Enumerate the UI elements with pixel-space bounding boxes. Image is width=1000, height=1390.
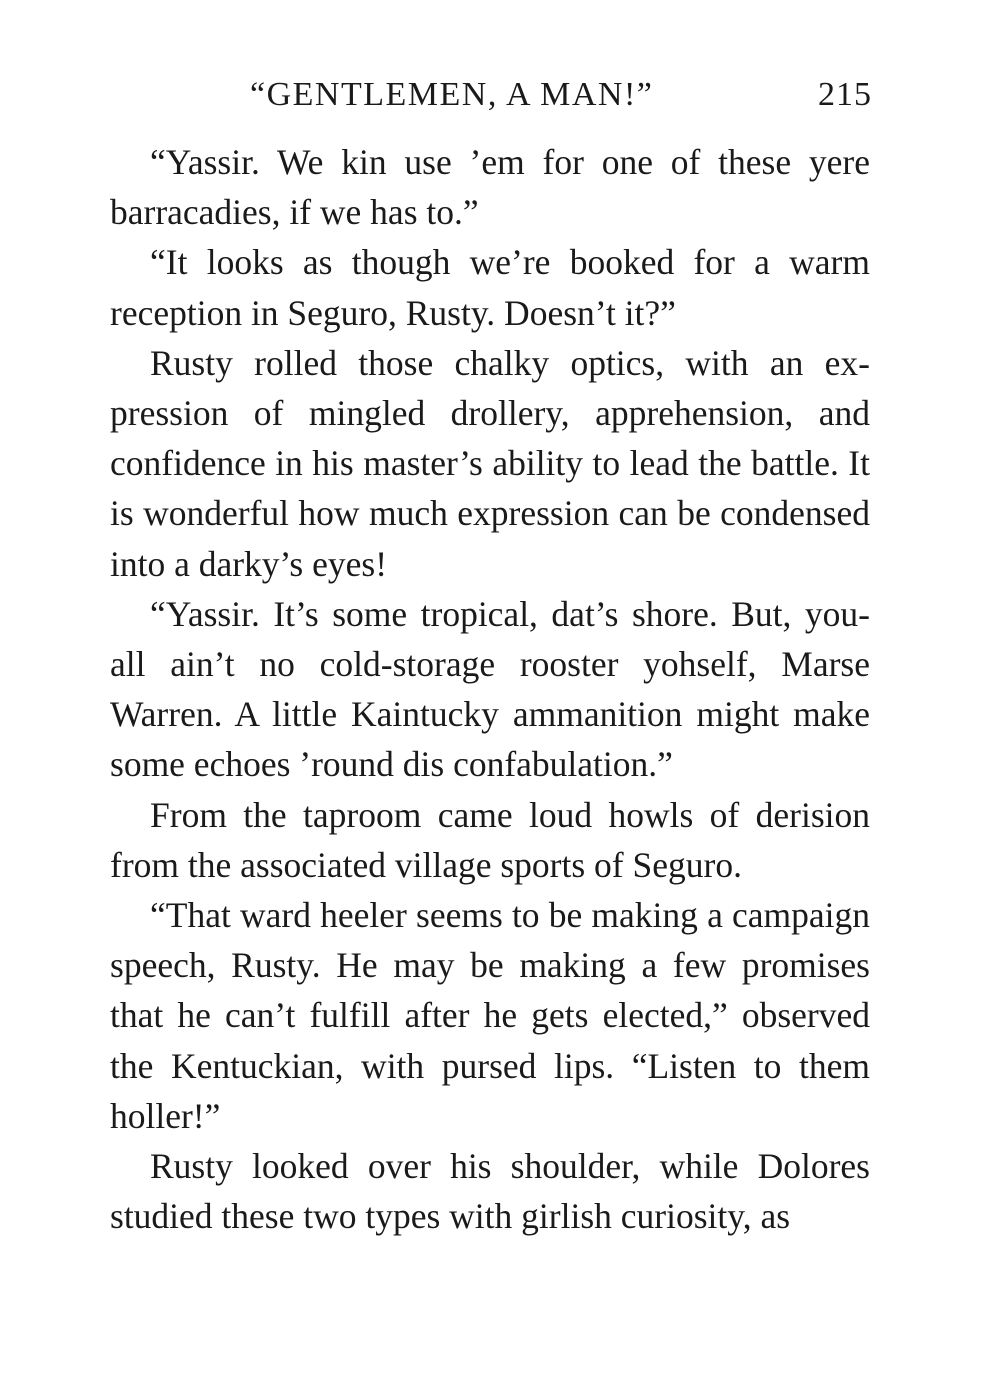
paragraph: “It looks as though we’re booked for a warm reception in Seguro, Rusty. Doesn’t it?”	[110, 242, 870, 333]
paragraph: “That ward heeler seems to be making a campaign speech, Rusty. He may be making a few promises that he can’t fulfill after he gets elected,” observed the Kentuckian, with pursed lips. “Listen to them holler!”	[110, 895, 870, 1136]
paragraph: “Yassir. It’s some tropical, dat’s shore. But, you-all ain’t no cold-storage rooster yohself, Marse Warren. A little Kaintucky ammanition might make some echoes ’round dis confabulation.”	[110, 593, 870, 785]
paragraph: From the taproom came loud howls of derision from the associated village sports of Seguro.	[110, 794, 870, 885]
body-text	[110, 137, 870, 1241]
running-title: “GENTLEMEN, A MAN!”	[250, 76, 654, 113]
paragraph: Rusty looked over his shoulder, while Dolores studied these two types with girlish curiosity, as	[110, 1146, 870, 1237]
paragraph: Rusty rolled those chalky optics, with an expression of mingled drollery, apprehension, and confidence in his master’s ability to lead the battle. It is wonderful how much expression can be condensed into a darky’s eyes!	[110, 342, 870, 584]
paragraph: “Yassir. We kin use ’em for one of these yere barracadies, if we has to.”	[110, 142, 870, 233]
running-head	[110, 70, 872, 120]
page-number: 215	[818, 76, 872, 113]
